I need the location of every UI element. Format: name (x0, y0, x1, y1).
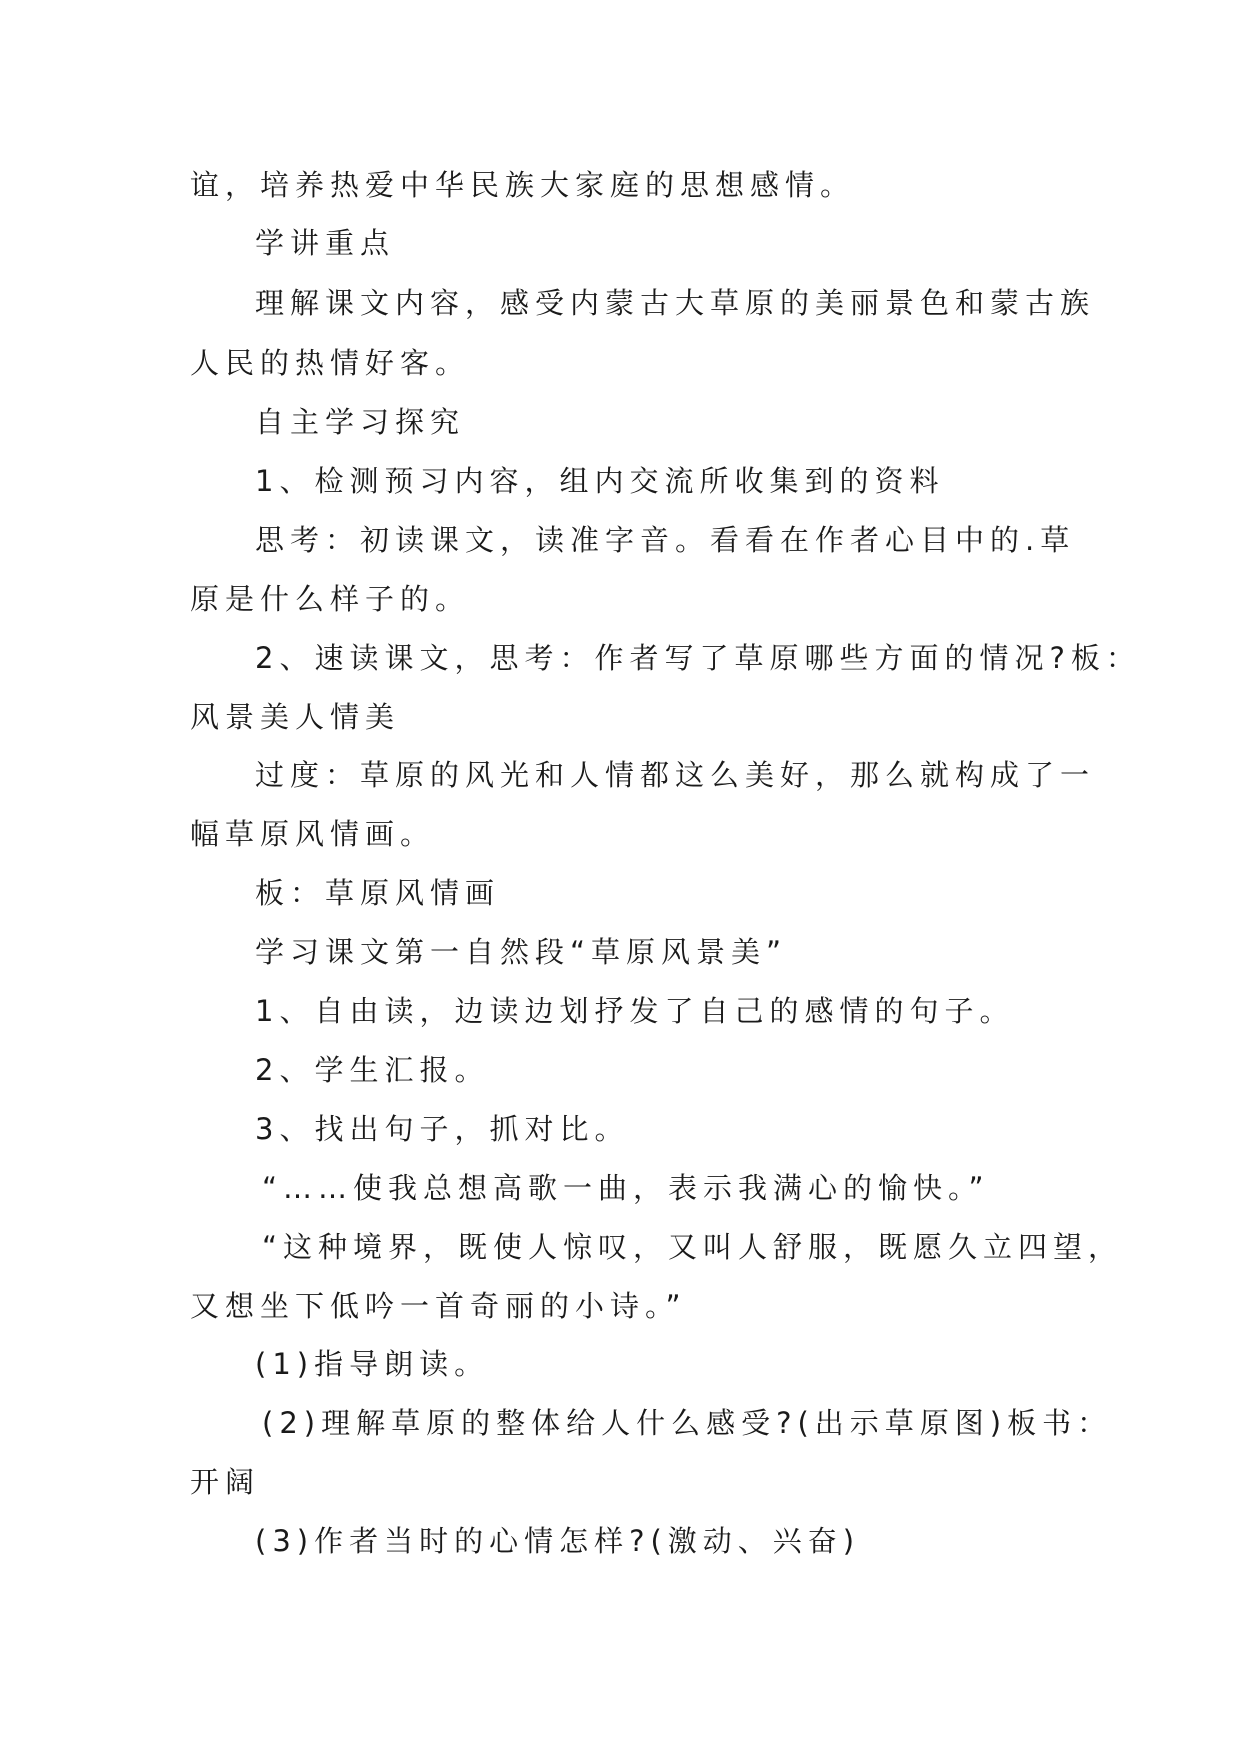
text-line: 过度：草原的风光和人情都这么美好，那么就构成了一 (255, 758, 1096, 792)
section-heading: 自主学习探究 (255, 405, 466, 439)
text-line: 谊，培养热爱中华民族大家庭的思想感情。 (190, 168, 856, 202)
text-line: 3、找出句子，抓对比。 (255, 1112, 630, 1146)
text-line: 人民的热情好客。 (190, 346, 471, 380)
text-line: 2、速读课文，思考：作者写了草原哪些方面的情况?板： (255, 641, 1141, 675)
section-heading: 学习课文第一自然段“草原风景美” (255, 935, 788, 969)
text-line: 幅草原风情画。 (190, 817, 436, 851)
text-line: 原是什么样子的。 (190, 582, 471, 616)
section-heading: 学讲重点 (255, 226, 396, 260)
text-line: 1、检测预习内容，组内交流所收集到的资料 (255, 464, 945, 498)
text-line: 理解课文内容，感受内蒙古大草原的美丽景色和蒙古族 (255, 286, 1096, 320)
quote-line: “……使我总想高歌一曲，表示我满心的愉快。” (262, 1171, 990, 1205)
text-line: 1、自由读，边读边划抒发了自己的感情的句子。 (255, 994, 1015, 1028)
text-line: (3)作者当时的心情怎样?(激动、兴奋) (255, 1524, 861, 1558)
text-line: 思考：初读课文，读准字音。看看在作者心目中的.草 (255, 523, 1076, 557)
text-line: (1)指导朗读。 (255, 1347, 490, 1381)
text-line: 风景美人情美 (190, 700, 401, 734)
text-line: 开阔 (190, 1465, 261, 1499)
quote-line: “这种境界，既使人惊叹，又叫人舒服，既愿久立四望， (262, 1230, 1124, 1264)
text-line: 2、学生汇报。 (255, 1053, 490, 1087)
text-line: 板：草原风情画 (255, 876, 501, 910)
quote-line: 又想坐下低吟一首奇丽的小诗。” (190, 1289, 687, 1323)
text-line: (2)理解草原的整体给人什么感受?(出示草原图)板书： (262, 1406, 1113, 1440)
